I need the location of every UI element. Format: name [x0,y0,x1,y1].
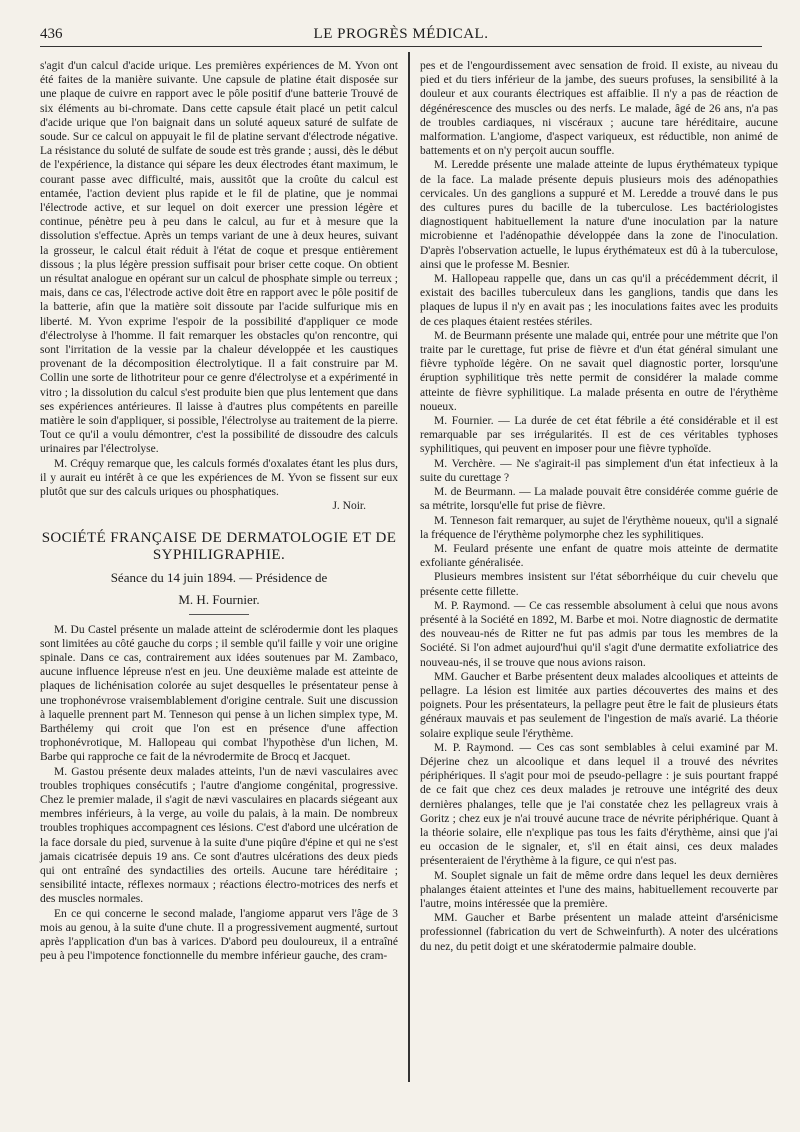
paragraph: M. Gastou présente deux malades atteints, l'un de nævi vasculaires avec troubles trophiques consécutifs ; l'autre d'angiome congénital, progressive. Chez le premier malade, il s'agit de nævi vasculaires en placards siégeant aux membres inférieurs, à la verge, au voile du palais, à la main. De nombreux troubles trophiques accompagnent ces lésions. C'est d'abord une ulcération de la face dorsale du pied, survenue à la suite d'une piqûre d'épine et qui ne s'est jamais cicatrisée depuis 19 ans. Ce sont d'autres ulcérations des deux pieds qui ont entraîné des syndactilies des orteils. Aucune tare héréditaire ; sensibilité intacte, réflexes normaux ; réactions électro-motrices des nerfs et des muscles normales. [40,765,398,906]
paragraph: M. P. Raymond. — Ces cas sont semblables à celui examiné par M. Déjerine chez un alcoolique et dans lequel il a trouvé des névrites périphériques. Il s'agit pour moi de pseudo-pellagre : je suis pourtant frappé de ce fait que chez ces deux malades je retrouve une intégrité des deux dernières phalanges, telle que je l'ai constatée chez les pellagreux vrais à Goritz ; chez eux je n'ai trouvé aucune trace de névrite périphérique. Quant à la théorie solaire, elle n'explique pas tous les faits d'érythème, ainsi que j'ai eu occasion de le signaler, et, s'il en était ainsi, ces deux malades présenteraient de l'érythème à la figure, ce qui n'est pas. [420,741,778,868]
journal-title: LE PROGRÈS MÉDICAL. [313,26,489,42]
section-heading [40,530,398,615]
paragraph: s'agit d'un calcul d'acide urique. Les premières expériences de M. Yvon ont été faites de la manière suivante. Une capsule de platine était disposée sur une plaque de cuivre en rapport avec le pôle positif d'une batterie Trouvé de six éléments au bi-chromate. Dans cette capsule était placé un petit calcul d'acide urique que l'on baignait dans un soluté aqueux saturé de sulfate de soude. Sur ce calcul on appuyait le fil de platine servant d'électrode négative. La résistance du soluté de sulfate de soude est très grande ; aussi, dès le début de l'expérience, la distance qui sépare les deux électrodes étant maximum, le courant passe avec difficulté, mais, aussitôt que la croûte du calcul est entamée, l'action devient plus rapide et le fil de platine, que je nommai l'électrode active, et sur lequel on doit exercer une pression légère et continue, pénètre peu à peu dans le calcul, au fur et à mesure que la dissolution s'effectue. Après un temps variant de une à deux heures, suivant la grosseur, le calcul était réduit à l'état de coque et presque entièrement dissous ; la plus légère pression suffisait pour briser cette coque. On obtient un résultat analogue en opérant sur un calcul de phosphate simple ou terreux ; mais, dans ce cas, l'électrode active doit être en rapport avec le pôle positif de la batterie, afin que la matière soit dissoute par l'acide sulfurique mis en liberté. M. Yvon exprime l'espoir de la possibilité d'appliquer ce mode d'électrolyse à l'homme. Il fait remarquer les obstacles qu'on rencontre, qui sont l'irritation de la vessie par la chaleur développée et les caustiques provenant de la décomposition électrolytique. Il a fait construire par M. Collin une sorte de lithotriteur pour ce genre d'électrolyse et a expérimenté in vitro ; la dissolution du calcul s'est produite bien que plus lentement que dans ses expériences antérieures. Il laisse à d'autres plus compétents en pareille matière le soin d'appliquer, si possible, l'électrolyse au traitement de la pierre. Tout ce qu'il a voulu démontrer, c'est la possibilité de dissoudre des calculs urinaires par l'électrolyse. [40,60,398,456]
paragraph: Plusieurs membres insistent sur l'état séborrhéique du cuir chevelu que présente cette fillette. [420,571,778,598]
paragraph: M. Verchère. — Ne s'agirait-il pas simplement d'un état infectieux à la suite du curettage ? [420,457,778,484]
sitting-line: Séance du 14 juin 1894. — Présidence de [110,569,328,585]
paragraph: M. de Beurmann. — La malade pouvait être considérée comme guérie de sa métrite, lorsqu'elle fut prise de fièvre. [420,486,778,513]
paragraph: M. P. Raymond. — Ce cas ressemble absolument à celui que nous avons présenté à la Société en 1892, M. Barbe et moi. Notre diagnostic de dermatite des nouveau-nés de Ritter ne fut pas admis par tous les membres de la Société. Si l'on admet aujourd'hui qu'il s'agit d'une dermatite exfoliatrice des nouveau-nés, il se trouve que nous avions raison. [420,599,778,669]
paragraph: M. Tenneson fait remarquer, au sujet de l'érythème noueux, qu'il a signalé la fréquence de l'érythème polymorphe chez les syphilitiques. [420,514,778,541]
left-column [40,59,398,963]
right-column [420,59,778,954]
paragraph: M. Souplet signale un fait de même ordre dans lequel les deux dernières phalanges étaient atteintes et l'une des mains, habituellement recouverte par l'autre, moins intéressée que la première. [420,869,778,910]
paragraph: En ce qui concerne le second malade, l'angiome apparut vers l'âge de 3 mois au genou, à la suite d'une chute. Il a progressivement augmenté, surtout après l'application d'un bas à varices. D'abord peu douloureux, il a entraîné peu à peu l'impotence fonctionnelle du membre inférieur gauche, des cram- [40,907,398,963]
section-title: SOCIÉTÉ FRANÇAISE DE DERMATOLOGIE ET DE SYPHILIGRAPHIE. [41,529,397,563]
signature-line [40,499,398,513]
paragraph: M. Leredde présente une malade atteinte de lupus érythémateux typique de la face. La malade présente depuis plusieurs mois des adénopathies cervicales. Un des ganglions a suppuré et M. Leredde a trouvé dans le pus des cultures pures du bacille de la tuberculose. Les bactériologistes diagnostiquent habituellement la nature d'une inoculation par la nature microbienne et l'adénopathie développée dans la zone de l'inoculation. D'après l'observation actuelle, le lupus érythémateux est dû à la tuberculose, ainsi que le professe M. Besnier. [420,159,778,271]
page-number: 436 [40,26,63,42]
author-signature: J. Noir. [332,500,366,513]
paragraph: MM. Gaucher et Barbe présentent un malade atteint d'arsénicisme professionnel (fabrication du vert de Schweinfurth). A noter des ulcérations du nez, du petit doigt et une skératodermie palmaire double. [420,912,778,953]
paragraph: MM. Gaucher et Barbe présentent deux malades alcooliques et atteints de pellagre. La lésion est limitée aux parties découvertes des mains et des poignets. Pour les présentateurs, la pellagre peut être le fait de plusieurs états généraux mauvais et pas seulement de l'ingestion de maïs avarié. La théorie solaire explique seule l'érythème. [420,670,778,740]
paragraph: M. Feulard présente une enfant de quatre mois atteinte de dermatite exfoliante généralisée. [420,542,778,570]
page-header [40,24,762,47]
column-divider [408,52,410,1082]
presidency-line: M. H. Fournier. [178,591,260,607]
paragraph: M. Créquy remarque que, les calculs formés d'oxalates étant les plus durs, il y aurait eu intérêt à ce que les expériences de M. Yvon se fissent sur eux plutôt que sur des calculs uriques ou phosphatiques. [40,457,398,499]
paragraph: pes et de l'engourdissement avec sensation de froid. Il existe, au niveau du pied et du tiers inférieur de la jambe, des sueurs profuses, la sensibilité à la douleur et aux courants électriques est affaiblie. Il n'y a pas de réaction de dégénérescence des muscles ou des nerfs. Le malade, âgé de 26 ans, n'a pas de troubles cardiaques, ni viscéraux ; aucune tare héréditaire, aucune malformation. L'angiome, d'aspect variqueux, est réductible, non animé de battements et on n'y perçoit aucun souffle. [420,60,778,158]
divider-rule [189,614,249,615]
paragraph: M. de Beurmann présente une malade qui, entrée pour une métrite que l'on traite par le curettage, fut prise de fièvre et d'un état général simulant une fièvre typhoïde légère. On ne savait quel diagnostic porter, lorsqu'une éruption syphilitique très nette permit de considérer la malade comme atteinte de fièvre syphilitique. La malade présenta en outre de l'érythème noueux. [420,329,778,413]
paragraph: M. Hallopeau rappelle que, dans un cas qu'il a précédemment décrit, il existait des bacilles tuberculeux dans les ganglions, tandis que dans les plaques de lupus il n'y en avait pas ; les inoculations faites avec les produits de ces plaques étaient restées stériles. [420,273,778,328]
paragraph: M. Fournier. — La durée de cet état fébrile a été considérable et il est remarquable par ses irrégularités. Il est de ces véritables typhoses syphilitiques, qui peuvent en imposer pour une fièvre typhoïde. [420,415,778,456]
paragraph: M. Du Castel présente un malade atteint de sclérodermie dont les plaques sont limitées au côté gauche du corps ; il semble qu'il faille y voir une origine spinale. Dans ce cas, contrairement aux idées soutenues par M. Zambaco, aucune influence lépreuse n'est en jeu. Une deuxième malade est atteinte de plaques de lichénisation colorée au sujet desquelles le présentateur pense à une trophonévrose vraisemblablement d'origine centrale. Suit une discussion à laquelle prennent part M. Tenneson qui pense à un lichen simplex type, M. Barthélemy qui croit que l'on est en présence d'une affection trophonévrotique, M. Hallopeau qui combat l'hypothèse d'un lichen, M. Barbe qui rapproche ce fait de la névrodermite de Brocq et Jacquet. [40,623,398,764]
